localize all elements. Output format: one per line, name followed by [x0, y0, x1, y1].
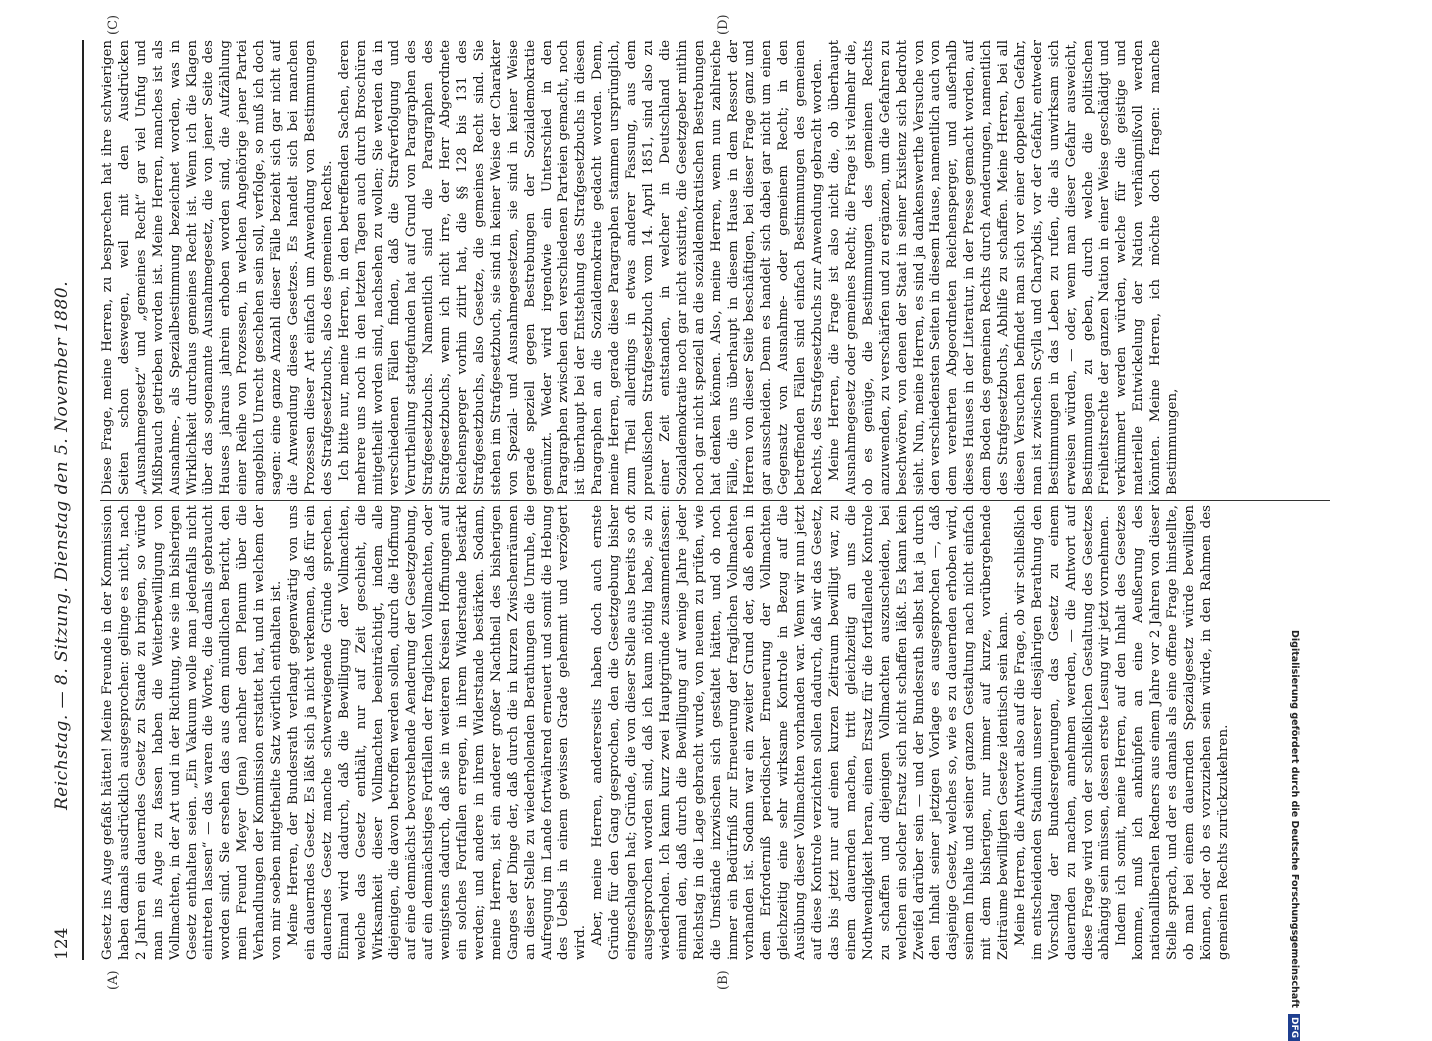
margin-marker-a: (A) — [106, 970, 121, 990]
rotated-page-content — [16, 0, 1416, 1000]
page-number: 124 — [52, 927, 72, 960]
paragraph: Diese Frage, meine Herren, zu besprechen hat ihre schwierigen Seiten schon deswegen, weil mit den Ausdrücken „Ausnahmegesetz“ und „gemeines Recht“ gar viel Unfug und Mißbrauch getrieben worden ist. Meine Herren, manches ist als Ausnahme-, als Spezialbestimmung bezeichnet worden, was in Wirklichkeit durchaus gemeines Recht ist. Wenn ich die Klagen über das sogenannte Ausnahmegesetz, die von jener Seite des Hauses jahraus jahrein erhoben worden sind, die Aufzählung einer Reihe von Prozessen, in welchen Angehörige jener Partei angeblich Unrecht geschehen sein soll, verfolge, so muß ich doch sagen: eine ganze Anzahl dieser Fälle bezieht sich gar nicht auf die Anwendung dieses Gesetzes. Es handelt sich bei manchen Prozessen dieser Art einfach um Anwendung von Bestimmungen des Strafgesetzbuchs, also des gemeinen Rechts. — [100, 40, 335, 495]
paragraph: Aber, meine Herren, andererseits haben doch auch ernste Gründe für den Gang gesprochen, den die Gesetzgebung bisher eingeschlagen hat; Gründe, die von dieser Stelle aus bereits so oft ausgesprochen worden sind, daß ich kaum nöthig habe, sie zu wiederholen. Ich kann kurz zwei Hauptgründe zusammenfassen: einmal den, daß durch die Bewilligung auf wenige Jahre jeder Reichstag in die Lage gebracht wurde, von neuem zu prüfen, wie die Umstände inzwischen sich gestaltet hätten, und ob noch immer ein Bedürfniß zur Erneuerung der fraglichen Vollmachten vorhanden ist. Sodann war ein zweiter Grund der, daß eben in dem Erforderniß periodischer Erneuerung der Vollmachten gleichzeitig eine sehr wirksame Kontrole in Bezug auf die Ausübung dieser Vollmachten vorhanden war. Wenn wir nun jetzt auf diese Kontrole verzichten sollen dadurch, daß wir das Gesetz, das bis jetzt nur auf einen kurzen Zeitraum bewilligt war, zu einem dauernden machen, tritt gleichzeitig an uns die Nothwendigkeit heran, einen Ersatz für die fortfallende Kontrole zu schaffen und diejenigen Vollmachten auszuscheiden, bei welchen ein solcher Ersatz sich nicht schaffen läßt. Es kann kein Zweifel darüber sein — und der Bundesrath selbst hat ja durch den Inhalt seiner jetzigen Vorlage es ausgesprochen —, daß dasjenige Gesetz, welches so, wie es zu dauernden erhoben wird, seinem Inhalte und seiner ganzen Gestaltung nach nicht einfach mit dem bisherigen, nur immer auf kurze, vorübergehende Zeiträume bewilligten Gesetze identisch sein kann. — [590, 505, 1012, 960]
paragraph: Meine Herren, der Bundesrath verlangt gegenwärtig von uns ein dauerndes Gesetz. Es läßt sich ja nicht verkennen, daß für ein dauerndes Gesetz manche schwerwiegende Gründe sprechen. Einmal wird dadurch, daß die Bewilligung der Vollmachten, welche das Gesetz enthält, nur auf Zeit geschieht, die Wirksamkeit dieser Vollmachten beeinträchtigt, indem alle diejenigen, die davon betroffen werden sollen, durch die Hoffnung auf eine demnächst bevorstehende Aenderung der Gesetzgebung, auf ein demnächstiges Fortfallen der fraglichen Vollmachten, oder wenigstens dadurch, daß sie in weiteren Kreisen Hoffnungen auf ein solches Fortfallen erregen, in ihrem Widerstande bestärkt werden; und andere in ihrem Widerstande bestärken. Sodann, meine Herren, ist ein anderer großer Nachtheil des bisherigen Ganges der Dinge der, daß durch die in kurzen Zwischenräumen an dieser Stelle zu wiederholenden Berathungen die Unruhe, die Aufregung im Lande fortwährend erneuert und somit die Hebung des Uebels in einem gewissen Grade gehemmt und verzögert wird. — [285, 505, 589, 960]
margin-marker-c: (C) — [106, 14, 121, 35]
credit-text: Digitalisierung gefördert durch die Deutsche Forschungsgemeinschaft — [1289, 630, 1300, 1008]
paragraph: Meine Herren, die Frage ist also nicht die, ob überhaupt Ausnahmegesetz oder gemeines Recht; die Frage ist vielmehr die, ob es genüge, die Bestimmungen des gemeinen Rechts anzuwenden, zu verschärfen und zu ergänzen, um die Gefahren zu beschwören, von denen der Staat in seiner Existenz sich bedroht sieht. Nun, meine Herren, es sind ja dankenswerthe Versuche von den verschiedensten Seiten in diesem Hause, namentlich auch von dem verehrten Abgeordneten Reichensperger, und außerhalb dieses Hauses in der Literatur, in der Presse gemacht worden, auf dem Boden des gemeinen Rechts durch Aenderungen, namentlich des Strafgesetzbuchs, Abhilfe zu schaffen. Meine Herren, bei all diesen Versuchen befindet man sich vor einer doppelten Gefahr, man ist zwischen Scylla und Charybdis, vor der Gefahr, entweder Bestimmungen in das Leben zu rufen, die als unwirksam sich erweisen würden, — oder, wenn man dieser Gefahr ausweicht, Bestimmungen zu geben, durch welche die politischen Freiheitsrechte der ganzen Nation in einer Weise geschädigt und verkümmert werden würden, welche für die geistige und materielle Entwickelung der Nation verhängnißvoll werden könnten. Meine Herren, ich möchte doch fragen: manche Bestimmungen, — [826, 40, 1181, 495]
paragraph: Gesetz ins Auge gefaßt hätten! Meine Freunde in der Kommission haben damals ausdrücklich ausgesprochen: gelinge es nicht, nach 2 Jahren ein dauerndes Gesetz zu Stande zu bringen, so würde man ins Auge zu fassen haben die Weiterbewilligung von Vollmachten, in der Art und in der Richtung, wie sie im bisherigen Gesetz enthalten seien. „Ein Vakuum wolle man jedenfalls nicht eintreten lassen“ — das waren die Worte, die damals gebraucht worden sind. Sie ersehen das aus dem mündlichen Bericht, den mein Freund Meyer (Jena) nachher dem Plenum über die Verhandlungen der Kommission erstattet hat, und in welchem der von mir soeben mitgetheilte Satz wörtlich enthalten ist. — [100, 505, 285, 960]
left-column — [100, 505, 1330, 960]
column-divider — [100, 500, 1330, 501]
page-header — [52, 40, 82, 960]
margin-marker-d: (D) — [716, 14, 731, 35]
running-head: Reichstag. — 8. Sitzung. Dienstag den 5. November 1880. — [52, 280, 72, 810]
right-column — [100, 40, 1330, 495]
paragraph: Indem ich somit, meine Herren, auf den Inhalt des Gesetzes komme, muß ich anknüpfen an eine Aeußerung des nationalliberalen Redners aus einem Jahre vor 2 Jahren von dieser Stelle sprach, und der es damals als eine offene Frage hinstellte, ob man bei einem dauernden Spezialgesetz würde bewilligen können, oder ob es vorzuziehen sein würde, in den Rahmen des gemeinen Rechts zurückzukehren. — [1114, 505, 1231, 960]
dfg-logo: DFG — [1288, 1014, 1300, 1041]
header-rule — [82, 40, 84, 960]
digitization-credit — [1278, 630, 1300, 1038]
paragraph: Meine Herren, die Antwort also auf die Frage, ob wir schließlich im entscheidenden Stadium unserer diesjährigen Berathung den Vorschlag der Bundesregierungen, das Gesetz zu einem dauernden zu machen, annehmen werden, — die Antwort auf diese Frage wird von der schließlichen Gestaltung des Gesetzes abhängig sein müssen, dessen erste Lesung wir jetzt vornehmen. — [1012, 505, 1113, 960]
paragraph: Ich bitte nur, meine Herren, in den betreffenden Sachen, deren mehrere uns noch in den letzten Tagen auch durch Broschüren mitgetheilt worden sind, nachsehen zu wollen; Sie werden da in verschiedenen Fällen finden, daß die Strafverfolgung und Verurtheilung stattgefunden hat auf Grund von Paragraphen des Strafgesetzbuchs. Namentlich sind die Paragraphen des Strafgesetzbuchs, wenn ich nicht irre, der Herr Abgeordnete Reichensperger vorhin zitirt hat, die §§ 128 bis 131 des Strafgesetzbuchs, also Gesetze, die gemeines Recht sind. Sie stehen im Strafgesetzbuch, sie sind in keiner Weise der Charakter von Spezial- und Ausnahmegesetzen, sie sind in keiner Weise gerade speziell gegen Bestrebungen der Sozialdemokratie gemünzt. Weder wird irgendwie ein Unterschied in den Paragraphen zwischen den verschiedenen Parteien gemacht, noch ist überhaupt bei der Entstehung des Strafgesetzbuchs in diesen Paragraphen an die Sozialdemokratie gedacht worden. Denn, meine Herren, gerade diese Paragraphen stammen ursprünglich, zum Theil allerdings in etwas anderer Fassung, aus dem preußischen Strafgesetzbuch vom 14. April 1851, sind also zu einer Zeit entstanden, in welcher in Deutschland die Sozialdemokratie noch gar nicht existirte, die Gesetzgeber mithin noch gar nicht speziell an die sozialdemokratischen Bestrebungen hat denken können. Also, meine Herren, wenn nun zahlreiche Fälle, die uns überhaupt in diesem Hause in dem Ressort der Herren von dieser Seite beschäftigen, bei dieser Frage ganz und gar ausscheiden. Denn es handelt sich dabei gar nicht um einen Gegensatz von Ausnahme- oder gemeinem Recht; in den betreffenden Fällen sind einfach Bestimmungen des gemeinen Rechts, des Strafgesetzbuchs zur Anwendung gebracht worden. — [336, 40, 826, 495]
margin-marker-b: (B) — [716, 970, 731, 990]
